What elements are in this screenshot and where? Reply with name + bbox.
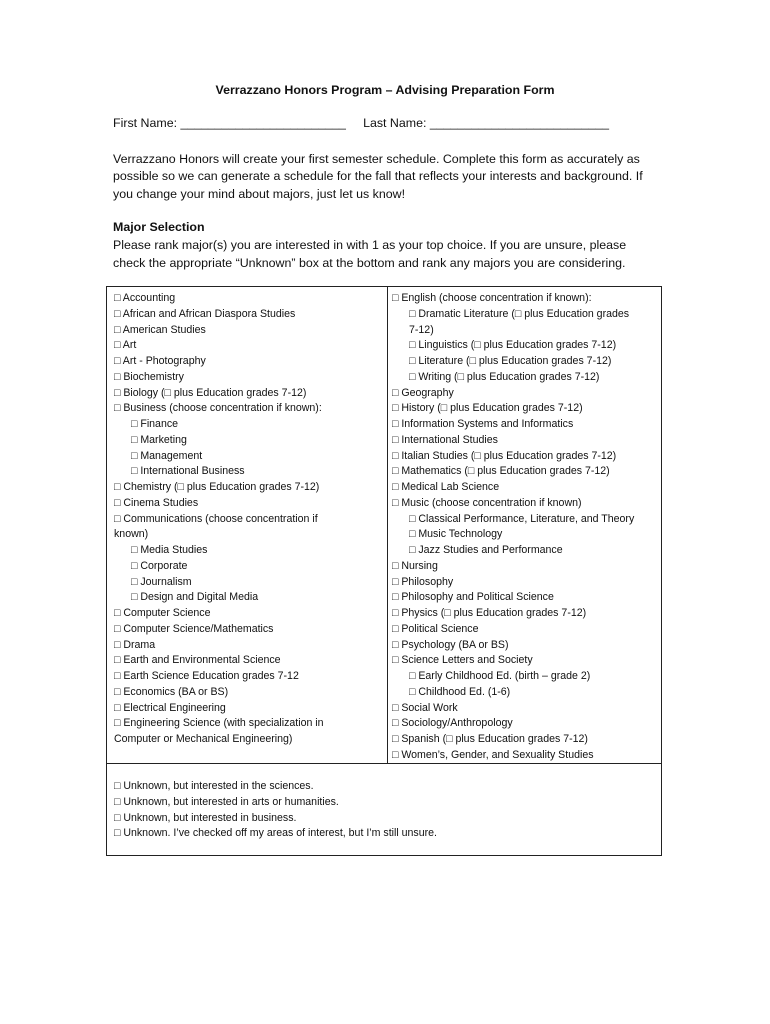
major-option[interactable]: □ Cinema Studies: [114, 496, 199, 509]
major-option[interactable]: □ International Business: [131, 465, 245, 478]
major-option[interactable]: □ Literature (□ plus Education grades 7-12): [409, 355, 612, 367]
instruction-line: Please rank major(s) you are interested in with 1 as your top choice. If you are unsure, please: [113, 238, 627, 252]
major-option[interactable]: □ African and African Diaspora Studies: [114, 307, 296, 320]
major-option[interactable]: □ Art - Photography: [114, 355, 206, 367]
major-option[interactable]: □ Psychology (BA or BS): [392, 638, 509, 651]
major-option[interactable]: □ Geography: [392, 386, 454, 399]
major-option[interactable]: □ Corporate: [131, 559, 188, 572]
unknown-option[interactable]: □ Unknown. I’ve checked off my areas of interest, but I’m still unsure.: [114, 827, 437, 840]
major-option[interactable]: □ Spanish (□ plus Education grades 7-12): [392, 733, 588, 745]
major-option[interactable]: □ Biology (□ plus Education grades 7-12): [114, 386, 307, 399]
major-option[interactable]: □ Medical Lab Science: [392, 481, 500, 493]
major-option[interactable]: □ Finance: [131, 418, 179, 430]
unknown-options: [114, 779, 437, 842]
major-option[interactable]: □ American Studies: [114, 323, 206, 336]
major-option[interactable]: □ Journalism: [131, 575, 192, 588]
major-option[interactable]: □ Political Science: [392, 622, 479, 635]
major-option[interactable]: □ History (□ plus Education grades 7-12): [392, 402, 583, 415]
major-option[interactable]: □ Physics (□ plus Education grades 7-12): [392, 607, 587, 619]
major-option[interactable]: □ Communications (choose concentration if: [114, 512, 318, 525]
major-option[interactable]: □ English (choose concentration if known):: [392, 292, 592, 304]
major-option[interactable]: □ Information Systems and Informatics: [392, 418, 574, 430]
major-option[interactable]: □ Electrical Engineering: [114, 701, 226, 714]
major-option[interactable]: □ Economics (BA or BS): [114, 685, 229, 698]
major-option[interactable]: □ Computer Science: [114, 607, 211, 619]
major-option[interactable]: □ Biochemistry: [114, 370, 184, 383]
major-option[interactable]: □ Art: [114, 339, 137, 352]
major-option[interactable]: □ Writing (□ plus Education grades 7-12): [409, 370, 600, 383]
major-option[interactable]: □ Philosophy and Political Science: [392, 591, 554, 604]
major-option[interactable]: □ Business (choose concentration if known):: [114, 402, 322, 415]
name-fields[interactable]: First Name: ________________________ Last Name: __________________________: [113, 116, 610, 130]
major-option[interactable]: □ Women’s, Gender, and Sexuality Studies: [392, 748, 594, 761]
intro-line: you change your mind about majors, just let us know!: [113, 186, 406, 201]
intro-line: possible so we can generate a schedule for the fall that reflects your interests and background. If: [113, 169, 643, 184]
major-option[interactable]: □ Marketing: [131, 433, 187, 446]
major-option[interactable]: □ Social Work: [392, 701, 458, 714]
major-option[interactable]: □ Early Childhood Ed. (birth – grade 2): [409, 670, 591, 682]
major-instructions: [113, 237, 673, 272]
major-option[interactable]: □ Earth Science Education grades 7-12: [114, 670, 299, 682]
major-option[interactable]: □ Accounting: [114, 292, 176, 304]
major-option[interactable]: □ Earth and Environmental Science: [114, 654, 281, 667]
major-option[interactable]: □ Drama: [114, 638, 156, 651]
major-option[interactable]: □ Engineering Science (with specialization in: [114, 717, 324, 730]
major-option[interactable]: □ Management: [131, 449, 203, 462]
major-option[interactable]: □ Science Letters and Society: [392, 654, 533, 667]
majors-left-column: [114, 291, 382, 748]
major-option: known): [114, 528, 149, 541]
major-option[interactable]: □ Mathematics (□ plus Education grades 7-12): [392, 465, 610, 478]
unknown-option[interactable]: □ Unknown, but interested in arts or humanities.: [114, 795, 339, 808]
majors-right-column: [392, 291, 658, 764]
major-option[interactable]: □ Nursing: [392, 559, 438, 572]
major-option[interactable]: □ Sociology/Anthropology: [392, 717, 513, 730]
major-option[interactable]: □ Italian Studies (□ plus Education grades 7-12): [392, 449, 617, 462]
major-option[interactable]: □ Linguistics (□ plus Education grades 7-12): [409, 339, 617, 352]
major-option[interactable]: □ Chemistry (□ plus Education grades 7-12): [114, 481, 320, 493]
major-option[interactable]: □ Music (choose concentration if known): [392, 496, 582, 509]
majors-table: [106, 286, 662, 856]
major-option: 7-12): [409, 323, 434, 336]
major-option[interactable]: □ Computer Science/Mathematics: [114, 622, 274, 635]
major-selection-heading: Major Selection: [113, 220, 205, 234]
major-option: Computer or Mechanical Engineering): [114, 733, 293, 745]
unknown-option[interactable]: □ Unknown, but interested in the sciences.: [114, 780, 314, 792]
major-option[interactable]: □ Media Studies: [131, 544, 208, 556]
major-option[interactable]: □ Classical Performance, Literature, and Theory: [409, 512, 635, 525]
instruction-line: check the appropriate “Unknown” box at the bottom and rank any majors you are considering.: [113, 255, 626, 270]
major-option[interactable]: □ Design and Digital Media: [131, 591, 259, 604]
column-divider: [387, 287, 388, 763]
major-option[interactable]: □ Jazz Studies and Performance: [409, 544, 563, 556]
form-title: Verrazzano Honors Program – Advising Preparation Form: [215, 83, 555, 97]
major-option[interactable]: □ International Studies: [392, 433, 498, 446]
major-option[interactable]: □ Dramatic Literature (□ plus Education grades: [409, 307, 630, 320]
major-option[interactable]: □ Philosophy: [392, 575, 454, 588]
major-option[interactable]: □ Childhood Ed. (1-6): [409, 685, 511, 698]
unknown-option[interactable]: □ Unknown, but interested in business.: [114, 811, 297, 824]
intro-paragraph: [113, 151, 663, 203]
major-option[interactable]: □ Music Technology: [409, 528, 503, 541]
intro-line: Verrazzano Honors will create your first semester schedule. Complete this form as accurately as: [113, 152, 640, 166]
